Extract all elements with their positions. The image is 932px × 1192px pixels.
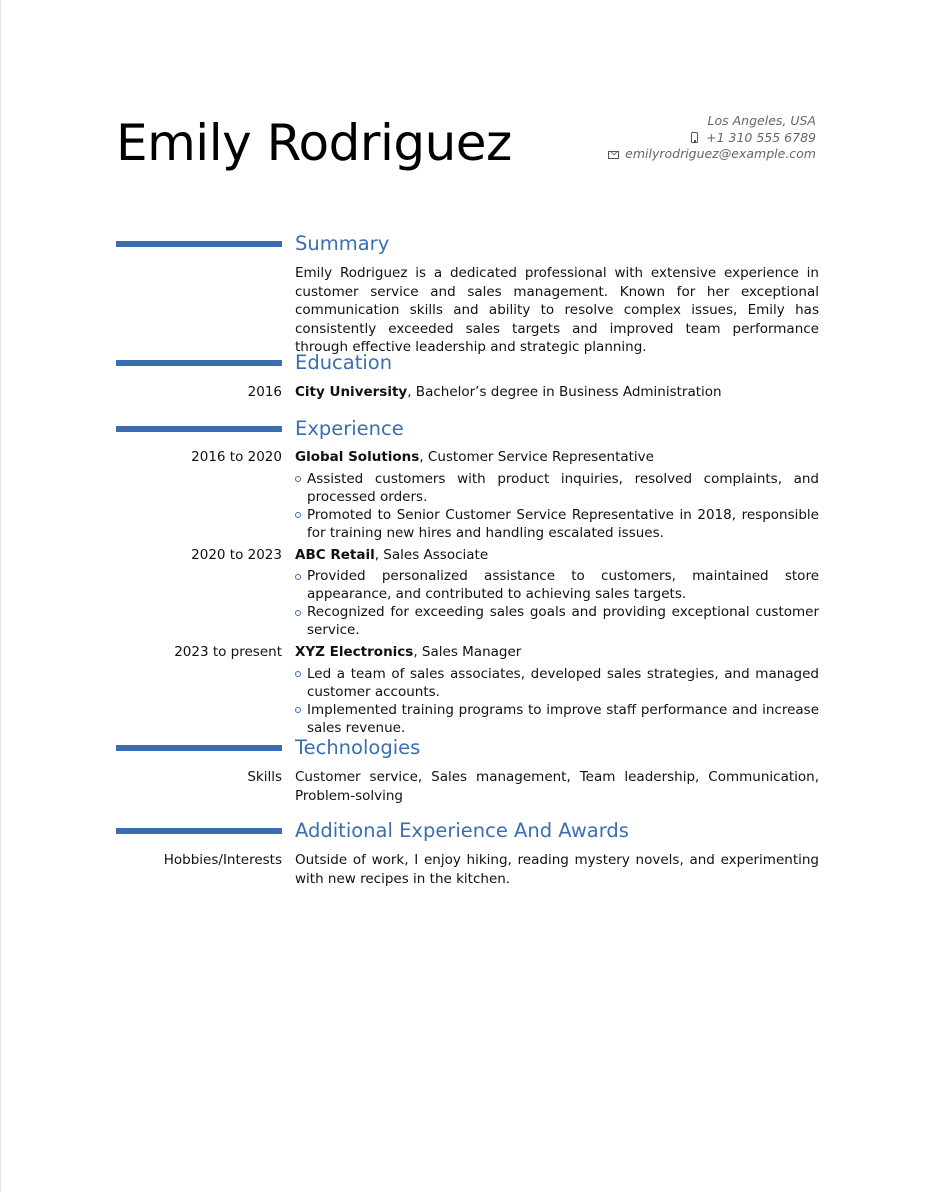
section-education: [116, 351, 819, 402]
job-dates: 2023 to present: [174, 644, 282, 660]
role: , Sales Associate: [374, 546, 489, 563]
job-dates: 2016 to 2020: [191, 449, 282, 465]
skills-text: Customer service, Sales management, Team leadership, Communication, Problem-solving: [295, 769, 819, 804]
company: Global Solutions: [295, 449, 420, 465]
job-bullets: [295, 567, 819, 639]
education-detail: [295, 383, 819, 402]
phone: [608, 130, 816, 147]
phone-text: +1 310 555 6789: [706, 129, 816, 145]
section-title: Experience: [295, 417, 404, 440]
phone-icon: [689, 132, 700, 143]
company: XYZ Electronics: [295, 644, 414, 660]
job-title: [295, 448, 819, 467]
job-entry: [116, 643, 819, 662]
job-bullets: [295, 470, 819, 542]
company: ABC Retail: [295, 546, 375, 563]
education-entry: [116, 383, 819, 402]
section-title: Additional Experience And Awards: [295, 819, 629, 842]
job-bullets: [295, 665, 819, 737]
job-bullet: Assisted customers with product inquiries, resolved complaints, and processed orders.: [295, 470, 819, 506]
section-bar: [116, 241, 282, 247]
summary-text: Emily Rodriguez is a dedicated professional with extensive experience in customer service and sales management. Known for her exceptional communication skills and ability to resolve complex issues, Emily has consistently exceeded sales targets and improved team performance through effective leadership and strategic planning.: [295, 265, 819, 355]
job-bullet: Led a team of sales associates, developed sales strategies, and managed customer accounts.: [295, 665, 819, 701]
skills-label: Skills: [247, 769, 282, 785]
job-bullet: Implemented training programs to improve staff performance and increase sales revenue.: [295, 701, 819, 737]
section-title: Education: [295, 351, 393, 374]
page-edge: [0, 0, 1, 1192]
institution: City University: [295, 384, 408, 400]
job-title: [295, 643, 819, 662]
section-bar: [116, 745, 282, 751]
contact-block: [608, 113, 816, 163]
section-bar: [116, 360, 282, 366]
degree: , Bachelor’s degree in Business Administration: [407, 384, 722, 400]
resume-header: [116, 110, 816, 180]
hobbies-label: Hobbies/Interests: [163, 852, 282, 868]
role: , Sales Manager: [413, 644, 522, 660]
section-header: [116, 736, 819, 762]
section-header: [116, 351, 819, 377]
skills-row: [116, 768, 819, 805]
section-header: [116, 417, 819, 443]
section-header: [116, 819, 819, 845]
job-bullet: Provided personalized assistance to customers, maintained store appearance, and contributed to achieving sales targets.: [295, 567, 819, 603]
candidate-name: Emily Rodriguez: [116, 114, 512, 172]
location: [608, 113, 816, 130]
location-text: Los Angeles, USA: [707, 113, 816, 128]
job-entry: [116, 546, 819, 565]
mail-icon: [608, 149, 619, 160]
hobbies-text: Outside of work, I enjoy hiking, reading mystery novels, and experimenting with new recipes in the kitchen.: [295, 852, 819, 887]
job-bullet: Promoted to Senior Customer Service Representative in 2018, responsible for training new hires and handling escalated issues.: [295, 506, 819, 542]
section-bar: [116, 426, 282, 432]
section-title: Technologies: [295, 736, 421, 759]
section-header: [116, 232, 819, 258]
education-year: 2016: [247, 384, 282, 400]
role: , Customer Service Representative: [419, 449, 654, 465]
job-dates: 2020 to 2023: [191, 546, 282, 563]
section-additional: [116, 819, 819, 888]
section-summary: [116, 232, 819, 357]
section-bar: [116, 828, 282, 834]
job-title: [295, 546, 819, 565]
section-technologies: [116, 736, 819, 805]
job-bullet: Recognized for exceeding sales goals and providing exceptional customer service.: [295, 603, 819, 639]
section-title: Summary: [295, 232, 390, 255]
job-entry: [116, 448, 819, 467]
email-text[interactable]: emilyrodriguez@example.com: [625, 146, 816, 161]
section-experience: [116, 417, 819, 737]
hobbies-row: [116, 851, 819, 888]
email: [608, 146, 816, 163]
summary-row: [116, 264, 819, 357]
